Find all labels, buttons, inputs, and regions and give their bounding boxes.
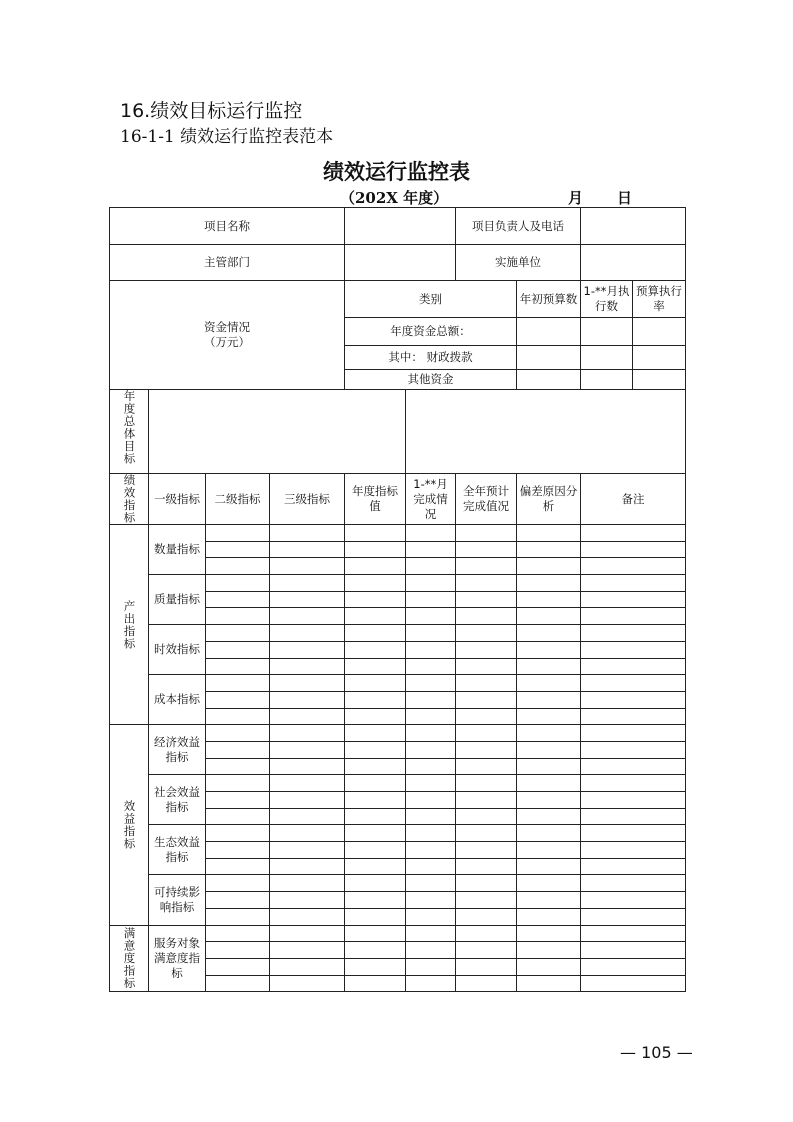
data-cell[interactable] (345, 758, 406, 775)
table-row (110, 575, 686, 592)
data-cell[interactable] (406, 892, 456, 909)
budget-init-label: 年初预算数 (517, 281, 581, 318)
exec-count-label: 1-**月执行数 (581, 281, 633, 318)
data-cell[interactable] (581, 525, 686, 542)
data-cell[interactable] (270, 675, 345, 692)
data-cell[interactable] (581, 892, 686, 909)
data-cell[interactable] (345, 608, 406, 625)
day-label: 日 (617, 189, 633, 207)
data-cell[interactable] (406, 691, 456, 708)
data-cell[interactable] (581, 541, 686, 558)
data-cell[interactable] (517, 825, 581, 842)
data-cell[interactable] (270, 525, 345, 542)
other-label: 其他资金 (345, 370, 517, 390)
data-cell[interactable] (456, 892, 517, 909)
data-cell[interactable] (406, 708, 456, 725)
data-cell[interactable] (206, 775, 270, 792)
data-cell[interactable] (406, 842, 456, 859)
project-name-label: 项目名称 (110, 208, 345, 245)
data-cell[interactable] (206, 725, 270, 742)
data-cell[interactable] (270, 708, 345, 725)
data-cell[interactable] (345, 741, 406, 758)
owner-label: 项目负责人及电话 (456, 208, 581, 245)
eco-label: 生态效益指标 (149, 825, 206, 875)
cell[interactable] (517, 346, 581, 370)
data-cell[interactable] (345, 908, 406, 925)
section-heading: 16.绩效目标运行监控 (120, 100, 303, 122)
data-cell[interactable] (206, 525, 270, 542)
data-cell[interactable] (517, 942, 581, 959)
data-cell[interactable] (581, 725, 686, 742)
data-cell[interactable] (206, 808, 270, 825)
goal-cell-left[interactable] (149, 390, 406, 474)
data-cell[interactable] (456, 641, 517, 658)
data-cell[interactable] (581, 675, 686, 692)
subsection-heading: 16-1-1 绩效运行监控表范本 (120, 127, 334, 147)
data-cell[interactable] (406, 625, 456, 642)
data-cell[interactable] (456, 741, 517, 758)
data-cell[interactable] (270, 925, 345, 942)
data-cell[interactable] (406, 591, 456, 608)
data-cell[interactable] (345, 808, 406, 825)
data-cell[interactable] (517, 758, 581, 775)
data-cell[interactable] (345, 975, 406, 992)
cell[interactable] (517, 318, 581, 346)
dept-label: 主管部门 (110, 245, 345, 281)
data-cell[interactable] (206, 625, 270, 642)
data-cell[interactable] (456, 658, 517, 675)
data-cell[interactable] (406, 858, 456, 875)
data-cell[interactable] (517, 708, 581, 725)
data-cell[interactable] (206, 675, 270, 692)
data-cell[interactable] (270, 825, 345, 842)
data-cell[interactable] (581, 825, 686, 842)
data-cell[interactable] (456, 942, 517, 959)
col-target: 年度指标值 (345, 474, 406, 525)
data-cell[interactable] (206, 608, 270, 625)
data-cell[interactable] (456, 625, 517, 642)
data-cell[interactable] (270, 975, 345, 992)
data-cell[interactable] (270, 758, 345, 775)
year-label: （202X 年度） (340, 189, 449, 207)
data-cell[interactable] (456, 591, 517, 608)
data-cell[interactable] (406, 908, 456, 925)
data-cell[interactable] (456, 525, 517, 542)
data-cell[interactable] (517, 625, 581, 642)
data-cell[interactable] (517, 892, 581, 909)
impl-cell[interactable] (581, 245, 686, 281)
data-cell[interactable] (206, 741, 270, 758)
data-cell[interactable] (406, 525, 456, 542)
data-cell[interactable] (581, 641, 686, 658)
table-row (110, 625, 686, 642)
data-cell[interactable] (517, 675, 581, 692)
data-cell[interactable] (270, 558, 345, 575)
data-cell[interactable] (456, 575, 517, 592)
data-cell[interactable] (206, 641, 270, 658)
data-cell[interactable] (456, 758, 517, 775)
data-cell[interactable] (406, 792, 456, 809)
data-cell[interactable] (456, 858, 517, 875)
data-cell[interactable] (406, 775, 456, 792)
data-cell[interactable] (345, 892, 406, 909)
data-cell[interactable] (345, 675, 406, 692)
data-cell[interactable] (206, 708, 270, 725)
data-cell[interactable] (517, 975, 581, 992)
data-cell[interactable] (517, 525, 581, 542)
data-cell[interactable] (581, 808, 686, 825)
social-label: 社会效益指标 (149, 775, 206, 825)
data-cell[interactable] (581, 575, 686, 592)
data-cell[interactable] (517, 725, 581, 742)
data-cell[interactable] (206, 942, 270, 959)
data-cell[interactable] (456, 875, 517, 892)
data-cell[interactable] (581, 658, 686, 675)
data-cell[interactable] (406, 875, 456, 892)
data-cell[interactable] (345, 842, 406, 859)
data-cell[interactable] (581, 792, 686, 809)
data-cell[interactable] (581, 775, 686, 792)
data-cell[interactable] (206, 892, 270, 909)
data-cell[interactable] (581, 942, 686, 959)
data-cell[interactable] (206, 758, 270, 775)
data-cell[interactable] (270, 591, 345, 608)
data-cell[interactable] (206, 858, 270, 875)
data-cell[interactable] (456, 608, 517, 625)
service-label: 服务对象满意度指标 (149, 925, 206, 992)
col-lvl1: 一级指标 (149, 474, 206, 525)
cell[interactable] (633, 346, 686, 370)
data-cell[interactable] (456, 708, 517, 725)
data-cell[interactable] (406, 975, 456, 992)
row-funds-head (110, 281, 686, 318)
data-cell[interactable] (345, 725, 406, 742)
data-cell[interactable] (456, 675, 517, 692)
data-cell[interactable] (270, 942, 345, 959)
cell[interactable] (517, 370, 581, 390)
satisfaction-label: 满意度指标 (110, 925, 149, 992)
cell[interactable] (633, 318, 686, 346)
data-cell[interactable] (517, 842, 581, 859)
monitoring-table (109, 207, 686, 992)
data-cell[interactable] (581, 958, 686, 975)
data-cell[interactable] (456, 958, 517, 975)
table-row (110, 675, 686, 692)
annual-goal-label: 年度总体目标 (110, 390, 149, 474)
data-cell[interactable] (517, 541, 581, 558)
owner-cell[interactable] (581, 208, 686, 245)
funds-label: 资金情况 （万元） (110, 281, 345, 390)
data-cell[interactable] (345, 591, 406, 608)
table-row (110, 525, 686, 542)
form-title: 绩效运行监控表 (323, 160, 470, 184)
cell[interactable] (633, 370, 686, 390)
cell[interactable] (581, 346, 633, 370)
data-cell[interactable] (517, 792, 581, 809)
data-cell[interactable] (345, 575, 406, 592)
data-cell[interactable] (206, 591, 270, 608)
table-row (110, 825, 686, 842)
data-cell[interactable] (581, 858, 686, 875)
data-cell[interactable] (517, 775, 581, 792)
goal-cell-right[interactable] (406, 390, 686, 474)
data-cell[interactable] (206, 792, 270, 809)
row-dept (110, 245, 686, 281)
data-cell[interactable] (581, 925, 686, 942)
data-cell[interactable] (517, 591, 581, 608)
quality-label: 质量指标 (149, 575, 206, 625)
data-cell[interactable] (517, 691, 581, 708)
data-cell[interactable] (581, 975, 686, 992)
data-cell[interactable] (206, 875, 270, 892)
data-cell[interactable] (406, 725, 456, 742)
data-cell[interactable] (581, 591, 686, 608)
data-cell[interactable] (345, 958, 406, 975)
data-cell[interactable] (517, 641, 581, 658)
data-cell[interactable] (456, 792, 517, 809)
table-row (110, 725, 686, 742)
data-cell[interactable] (345, 775, 406, 792)
data-cell[interactable] (581, 708, 686, 725)
cell[interactable] (581, 318, 633, 346)
col-lvl3: 三级指标 (270, 474, 345, 525)
data-cell[interactable] (581, 691, 686, 708)
data-cell[interactable] (345, 792, 406, 809)
data-cell[interactable] (456, 908, 517, 925)
data-cell[interactable] (406, 575, 456, 592)
data-cell[interactable] (517, 575, 581, 592)
data-cell[interactable] (270, 658, 345, 675)
data-cell[interactable] (456, 825, 517, 842)
data-cell[interactable] (206, 541, 270, 558)
table-row (110, 925, 686, 942)
data-cell[interactable] (581, 875, 686, 892)
impl-label: 实施单位 (456, 245, 581, 281)
data-cell[interactable] (270, 625, 345, 642)
table-row (110, 775, 686, 792)
data-cell[interactable] (581, 741, 686, 758)
benefit-label: 效益指标 (110, 725, 149, 925)
data-cell[interactable] (517, 658, 581, 675)
data-cell[interactable] (345, 942, 406, 959)
data-cell[interactable] (345, 858, 406, 875)
col-forecast: 全年预计完成值况 (456, 474, 517, 525)
row-project (110, 208, 686, 245)
page-number: — 105 — (620, 1043, 693, 1062)
data-cell[interactable] (406, 942, 456, 959)
data-cell[interactable] (270, 691, 345, 708)
data-cell[interactable] (270, 892, 345, 909)
data-cell[interactable] (270, 808, 345, 825)
data-cell[interactable] (345, 691, 406, 708)
data-cell[interactable] (406, 925, 456, 942)
data-cell[interactable] (517, 925, 581, 942)
data-cell[interactable] (581, 842, 686, 859)
dept-cell[interactable] (345, 245, 456, 281)
data-cell[interactable] (206, 908, 270, 925)
output-label: 产出指标 (110, 525, 149, 725)
data-cell[interactable] (406, 608, 456, 625)
data-cell[interactable] (270, 842, 345, 859)
perf-indicators-label: 绩效指标 (110, 474, 149, 525)
data-cell[interactable] (406, 758, 456, 775)
econ-label: 经济效益指标 (149, 725, 206, 775)
col-remark: 备注 (581, 474, 686, 525)
data-cell[interactable] (517, 958, 581, 975)
data-cell[interactable] (406, 808, 456, 825)
data-cell[interactable] (270, 792, 345, 809)
data-cell[interactable] (456, 775, 517, 792)
indicator-header (110, 474, 686, 525)
data-cell[interactable] (206, 958, 270, 975)
data-cell[interactable] (206, 975, 270, 992)
data-cell[interactable] (581, 558, 686, 575)
data-cell[interactable] (456, 541, 517, 558)
data-cell[interactable] (406, 541, 456, 558)
data-cell[interactable] (406, 658, 456, 675)
timeliness-label: 时效指标 (149, 625, 206, 675)
month-label: 月 (568, 189, 584, 207)
data-cell[interactable] (406, 558, 456, 575)
cost-label: 成本指标 (149, 675, 206, 725)
fiscal-label: 其中： 财政拨款 (345, 346, 517, 370)
col-done: 1-**月完成情况 (406, 474, 456, 525)
annual-total-label: 年度资金总额： (345, 318, 517, 346)
data-cell[interactable] (517, 808, 581, 825)
data-cell[interactable] (206, 842, 270, 859)
data-cell[interactable] (270, 858, 345, 875)
data-cell[interactable] (345, 925, 406, 942)
data-cell[interactable] (517, 875, 581, 892)
data-cell[interactable] (270, 541, 345, 558)
data-cell[interactable] (206, 658, 270, 675)
data-cell[interactable] (517, 858, 581, 875)
data-cell[interactable] (581, 608, 686, 625)
data-cell[interactable] (406, 741, 456, 758)
data-cell[interactable] (206, 691, 270, 708)
sustain-label: 可持续影响指标 (149, 875, 206, 925)
data-cell[interactable] (456, 691, 517, 708)
data-cell[interactable] (345, 525, 406, 542)
data-cell[interactable] (345, 875, 406, 892)
data-cell[interactable] (345, 658, 406, 675)
col-lvl2: 二级指标 (206, 474, 270, 525)
data-cell[interactable] (456, 725, 517, 742)
row-goal (110, 390, 686, 474)
col-deviation: 偏差原因分析 (517, 474, 581, 525)
data-cell[interactable] (456, 808, 517, 825)
data-cell[interactable] (406, 675, 456, 692)
data-cell[interactable] (206, 925, 270, 942)
data-cell[interactable] (345, 825, 406, 842)
data-cell[interactable] (345, 641, 406, 658)
data-cell[interactable] (456, 558, 517, 575)
data-cell[interactable] (456, 842, 517, 859)
cell[interactable] (581, 370, 633, 390)
data-cell[interactable] (456, 975, 517, 992)
qty-label: 数量指标 (149, 525, 206, 575)
data-cell[interactable] (517, 908, 581, 925)
data-cell[interactable] (406, 958, 456, 975)
data-cell[interactable] (270, 875, 345, 892)
data-cell[interactable] (581, 758, 686, 775)
data-cell[interactable] (345, 708, 406, 725)
data-cell[interactable] (270, 741, 345, 758)
data-cell[interactable] (270, 641, 345, 658)
data-cell[interactable] (406, 641, 456, 658)
data-cell[interactable] (270, 725, 345, 742)
data-cell[interactable] (517, 558, 581, 575)
data-cell[interactable] (345, 558, 406, 575)
data-cell[interactable] (406, 825, 456, 842)
data-cell[interactable] (270, 958, 345, 975)
data-cell[interactable] (206, 575, 270, 592)
data-cell[interactable] (581, 625, 686, 642)
project-name-cell[interactable] (345, 208, 456, 245)
data-cell[interactable] (456, 925, 517, 942)
data-cell[interactable] (270, 908, 345, 925)
data-cell[interactable] (345, 541, 406, 558)
table-row (110, 875, 686, 892)
data-cell[interactable] (517, 608, 581, 625)
data-cell[interactable] (206, 825, 270, 842)
data-cell[interactable] (345, 625, 406, 642)
data-cell[interactable] (270, 575, 345, 592)
data-cell[interactable] (206, 558, 270, 575)
data-cell[interactable] (581, 908, 686, 925)
exec-rate-label: 预算执行率 (633, 281, 686, 318)
category-label: 类别 (345, 281, 517, 318)
data-cell[interactable] (270, 608, 345, 625)
data-cell[interactable] (517, 741, 581, 758)
data-cell[interactable] (270, 775, 345, 792)
